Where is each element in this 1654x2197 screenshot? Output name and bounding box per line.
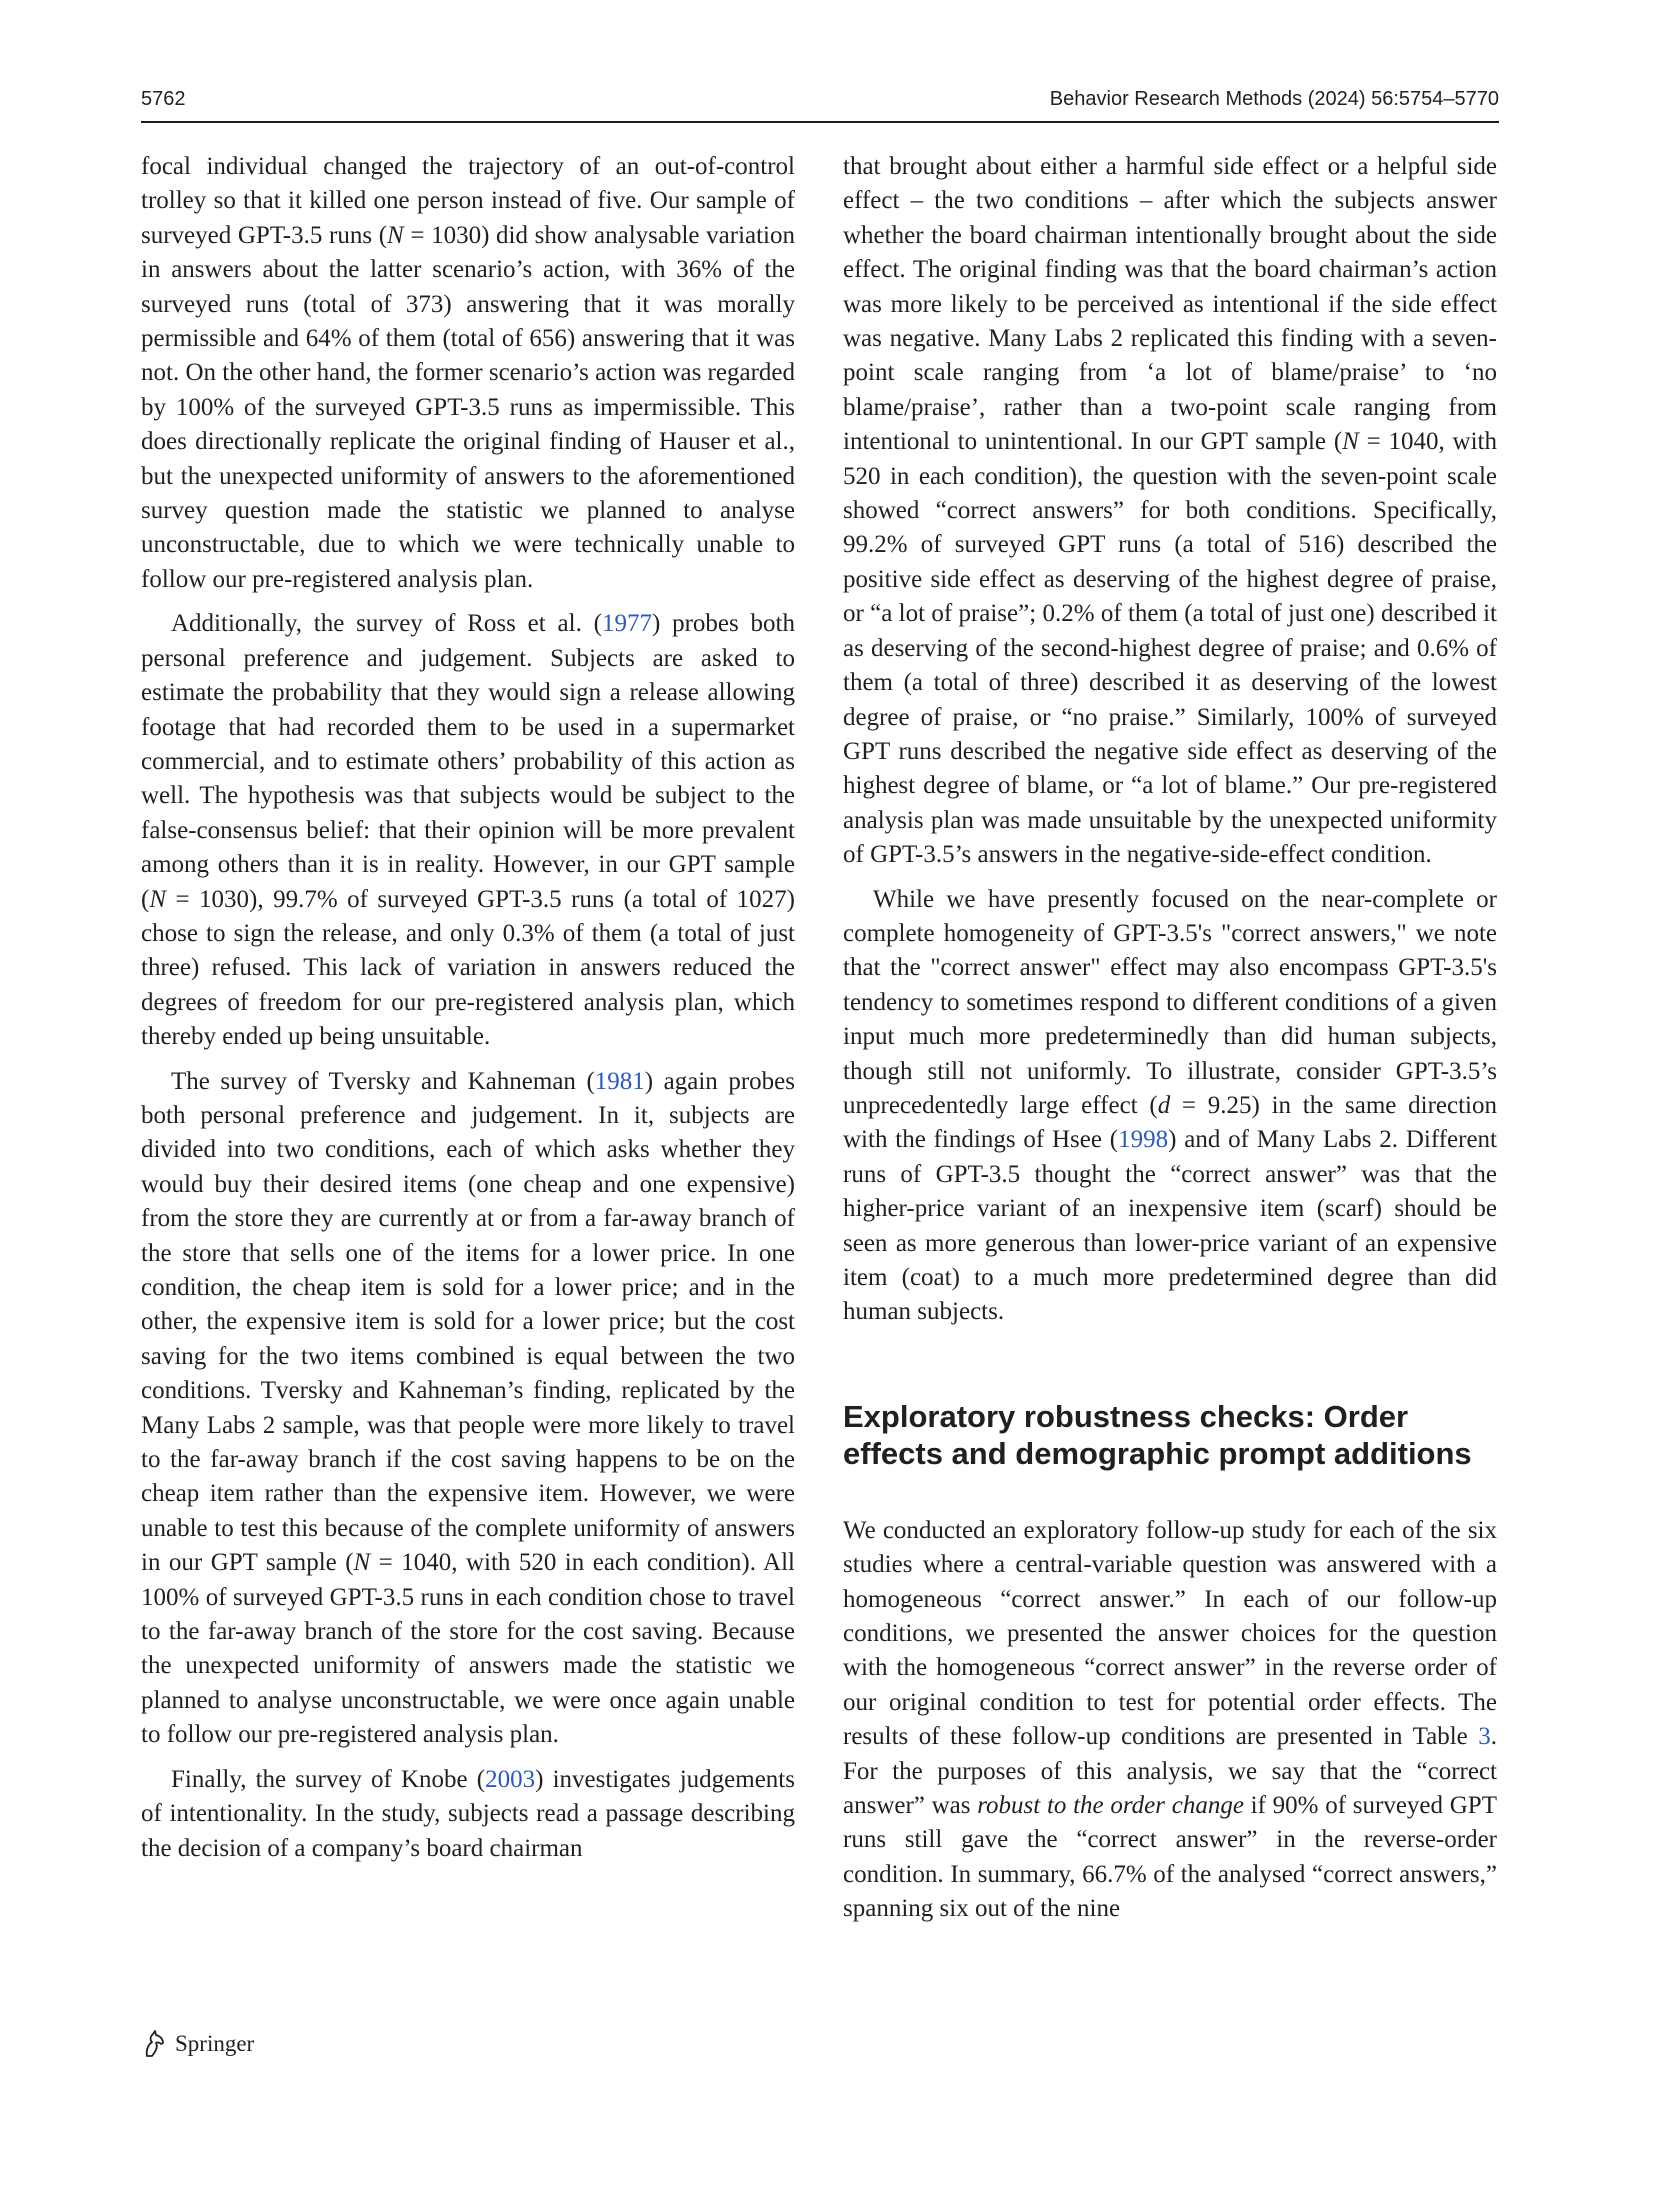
text-run: While we have presently focused on the near-complete or complete homogeneity of GPT-3.5's "correct answers," we note that the "correct answer" effect may also encompass GPT-3.5's tendency to sometimes respond to different conditions of a given input much more predeterminedly than did human subjects, though still not uniformly. To illustrate, consider GPT-3.5’s unprecedentedly large effect ( bbox=[843, 885, 1497, 1119]
publisher-name: Springer bbox=[175, 2031, 255, 2056]
text-run: ) and of Many Labs 2. Different runs of GPT-3.5 thought the “correct answer” was that the higher-price variant of an inexpensive item (scarf) should be seen as more generous than lower-price variant of an expensive item (coat) to a much more predetermined degree than did human subjects. bbox=[843, 1126, 1497, 1326]
text-run: = 1030) did show analysable variation in answers about the latter scenario’s action, with 36% of the surveyed runs (total of 373) answering that it was morally permissible and 64% of them (total of 656) answering that it was not. On the other hand, the former scenario’s action was regarded by 100% of the surveyed GPT-3.5 runs as impermissible. This does directionally replicate the original finding of Hauser et al., but the unexpected uniformity of answers to the aforementioned survey question made the statistic we planned to analyse unconstructable, due to which we were technically unable to follow our pre-registered analysis plan. bbox=[141, 221, 796, 593]
paragraph bbox=[141, 1065, 795, 1753]
text-run: if 90% of surveyed GPT runs still gave the “correct answer” in the reverse-order condition. In summary, 66.7% of the analysed “correct answers,” spanning six out of the nine bbox=[843, 1792, 1497, 1923]
text-run: . For the purposes of this analysis, we say that the “correct answer” was bbox=[843, 1723, 1497, 1820]
text-run: = 1040, with 520 in each condition), the question with the seven-point scale showed “correct answers” for both conditions. Specifically, 99.2% of surveyed GPT runs (a total of 516) described the positive side effect as deserving of the highest degree of praise, or “a lot of praise”; 0.2% of them (a total of just one) described it as deserving of the second-highest degree of praise; and 0.6% of them (a total of three) described it as deserving of the lowest degree of praise, or “no praise.” Similarly, 100% of surveyed GPT runs described the negative side effect as deserving of the highest degree of blame, or “a lot of blame.” Our pre-registered analysis plan was made unsuitable by the unexpected uniformity of GPT-3.5’s answers in the negative-side-effect condition. bbox=[843, 428, 1497, 869]
journal-citation: Behavior Research Methods (2024) 56:5754–5770 bbox=[1049, 88, 1499, 110]
text-run: ) again probes both personal preference and judgement. In it, subjects are divided into two conditions, each of which asks whether they would buy their desired items (one cheap and one expensive) from the store they are currently at or from a far-away branch of the store that sells one of the items for a lower price. In one condition, the cheap item is sold for a lower price; and in the other, the expensive item is sold for a lower price; but the cost saving for the two items combined is equal between the two conditions. Tversky and Kahneman’s finding, replicated by the Many Labs 2 sample, was that people were more likely to travel to the far-away branch if the cost saving happens to be on the cheap item rather than the expensive item. However, we were unable to test this because of the complete uniformity of answers in our GPT sample ( bbox=[141, 1067, 795, 1577]
text-run: focal individual changed the trajectory of an out-of-control trolley so that it killed one person instead of five. Our sample of surveyed GPT-3.5 runs ( bbox=[141, 153, 795, 249]
citation-link[interactable]: 1998 bbox=[1118, 1126, 1169, 1154]
italic-n: N bbox=[1342, 428, 1359, 456]
text-run: We conducted an exploratory follow-up study for each of the six studies where a central-variable question was answered with a homogeneous “correct answer.” In each of our follow-up conditions, we presented the answer choices for the question with the homogeneous “correct answer” in the reverse order of our original condition to test for potential order effects. The results of these follow-up conditions are presented in Table bbox=[843, 1516, 1497, 1751]
italic-d: d bbox=[1157, 1091, 1171, 1119]
header-rule bbox=[141, 121, 1499, 123]
text-run: The survey of Tversky and Kahneman ( bbox=[171, 1067, 595, 1095]
italic-n: N bbox=[149, 885, 167, 913]
page-number: 5762 bbox=[141, 88, 186, 110]
running-header bbox=[141, 88, 1499, 118]
text-run: ) probes both personal preference and judgement. Subjects are asked to estimate the probability that they would sign a release allowing footage that had recorded them to be used in a supermarket commercial, and to estimate others’ probability of this action as well. The hypothesis was that subjects would be subject to the false-consensus belief: that their opinion will be more prevalent among others than it is in reality. However, in our GPT sample ( bbox=[141, 610, 796, 913]
text-run: = 1040, with 520 in each condition). All 100% of surveyed GPT-3.5 runs in each condition chose to travel to the far-away branch of the store for the cost saving. Because the unexpected uniformity of answers made the statistic we planned to analyse unconstructable, we were once again unable to follow our pre-registered analysis plan. bbox=[141, 1549, 796, 1749]
paragraph bbox=[843, 1514, 1497, 1927]
paragraph bbox=[141, 607, 795, 1054]
paragraph bbox=[141, 1763, 795, 1866]
citation-link[interactable]: 1977 bbox=[601, 610, 652, 638]
text-run: Finally, the survey of Knobe ( bbox=[171, 1765, 486, 1793]
paragraph bbox=[843, 883, 1497, 1330]
citation-link[interactable]: 1981 bbox=[594, 1067, 645, 1095]
italic-n: N bbox=[353, 1549, 371, 1577]
footer bbox=[141, 2024, 254, 2064]
citation-link[interactable]: 2003 bbox=[485, 1765, 536, 1793]
text-run: ) investigates judgements of intentionality. In the study, subjects read a passage describing the decision of a company’s board chairman bbox=[141, 1765, 795, 1862]
text-run: Additionally, the survey of Ross et al. ( bbox=[171, 610, 602, 638]
section-heading: Exploratory robustness checks: Order effects and demographic prompt additions bbox=[843, 1398, 1472, 1471]
left-column bbox=[141, 150, 795, 1866]
paragraph bbox=[843, 150, 1497, 873]
paragraph bbox=[141, 150, 795, 597]
right-column bbox=[843, 150, 1497, 1927]
table-link[interactable]: 3 bbox=[1478, 1723, 1491, 1751]
text-run: that brought about either a harmful side effect or a helpful side effect – the two conditions – after which the subjects answer whether the board chairman intentionally brought about the side effect. The original finding was that the board chairman’s action was more likely to be perceived as intentional if the side effect was negative. Many Labs 2 replicated this finding with a seven-point scale ranging from ‘a lot of blame/praise’ to ‘no blame/praise’, rather than a two-point scale ranging from intentional to unintentional. In our GPT sample ( bbox=[843, 153, 1497, 456]
italic-emphasis: robust to the order change bbox=[977, 1792, 1244, 1820]
text-run: = 9.25) in the same direction with the findings of Hsee ( bbox=[843, 1091, 1497, 1154]
text-run: = 1030), 99.7% of surveyed GPT-3.5 runs (a total of 1027) chose to sign the release, and only 0.3% of them (a total of just three) refused. This lack of variation in answers reduced the degrees of freedom for our pre-registered analysis plan, which thereby ended up being unsuitable. bbox=[141, 885, 795, 1051]
springer-horse-icon bbox=[141, 2030, 167, 2058]
italic-n: N bbox=[387, 221, 404, 249]
